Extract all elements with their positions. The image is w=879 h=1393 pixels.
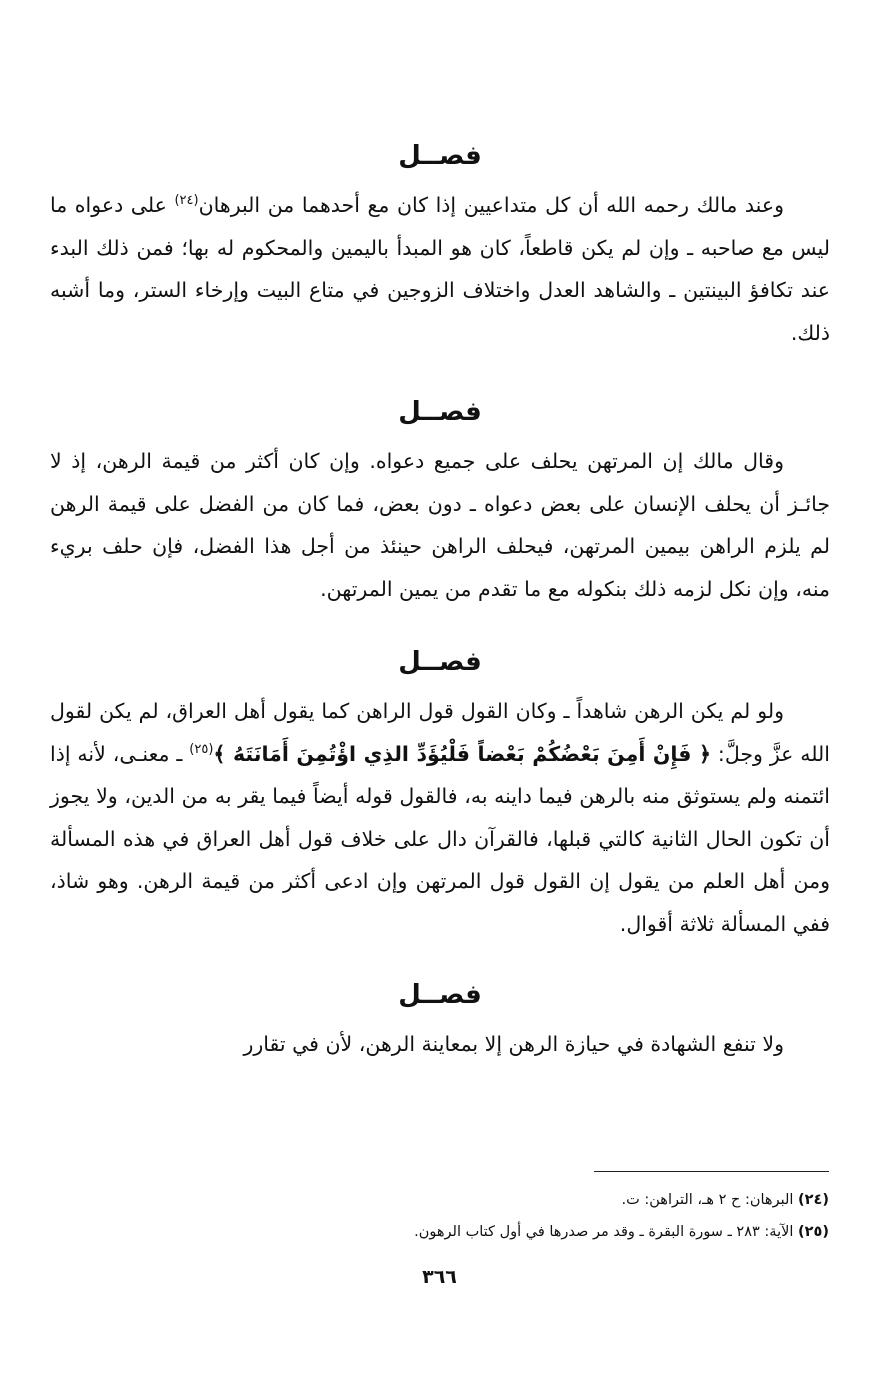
section-paragraph-2: وقال مالك إن المرتهن يحلف على جميع دعواه. وإن كان أكثر من قيمة الرهن، إذ لا جائـز أن يحلف الإنسان على بعض دعواه ـ دون بعض، فما كان من الفضل على قيمة الرهن لم يلزم الراهن بيمين المرتهن، فيحلف الراهن حينئذ من أجل هذا الفضل، فإن حلف بريء منه، وإن نكل لزمه ذلك بنكوله مع ما تقدم من يمين المرتهن. <box>50 449 830 601</box>
section-heading-1: فصــل <box>398 141 482 171</box>
paragraph-3-text-end: ـ معنـى، لأنه إذا ائتمنه ولم يستوثق منه بالرهن فيما داينه به، فالقول قوله أيضاً فيما يقر به من الدين، ولا يجوز أن تكون الحال الثانية كالتي قبلها، فالقرآن دال على خلاف قول أهل العراق في هذه المسألة ومن أهل العلم من يقول إن القول قول المرتهن وإن ادعى أكثر من قيمة الرهن. وهو شاذ، ففي المسألة ثلاثة أقوال. <box>50 741 830 936</box>
footnote-25 <box>49 1216 829 1248</box>
section-heading-4: فصــل <box>398 980 482 1010</box>
footnote-divider <box>594 1171 829 1172</box>
section-heading-3: فصــل <box>398 647 482 677</box>
section-paragraph-3 <box>50 690 830 945</box>
main-text <box>50 128 830 1066</box>
footnotes <box>49 1184 829 1248</box>
footnote-24-number: (٢٤) <box>798 1192 829 1208</box>
footnote-ref-25[interactable]: (٢٥) <box>189 741 214 757</box>
section-paragraph-1 <box>50 184 830 354</box>
footnote-24 <box>49 1184 829 1216</box>
paragraph-1-text-start: وعند مالك رحمه الله أن كل متداعيين إذا كان مع أحدهما من البرهان <box>198 193 784 217</box>
section-heading-2: فصــل <box>398 397 482 427</box>
quran-verse: ﴿ فَإِنْ أَمِنَ بَعْضُكُمْ بَعْضاً فَلْيُؤَدِّ الذِي اؤْتُمِنَ أَمَانَتَهُ ﴾ <box>213 741 712 766</box>
section-paragraph-4: ولا تنفع الشهادة في حيازة الرهن إلا بمعاينة الرهن، لأن في تقارر <box>243 1032 784 1056</box>
paragraph-1-text-end: على دعواه ما ليس مع صاحبه ـ وإن لم يكن قاطعاً، كان هو المبدأ باليمين والمحكوم له بها؛ فمن ذلك البدء عند تكافؤ البينتين ـ والشاهد العدل واختلاف الزوجين في متاع البيت وإرخاء الستر، وما أشبه ذلك. <box>50 193 830 345</box>
footnote-25-number: (٢٥) <box>798 1224 829 1240</box>
paragraph-3-text-start: ولو لم يكن الرهن شاهداً ـ وكان القول قول الراهن كما يقول أهل العراق، لم يكن لقول الله عزَّ وجلَّ: <box>50 699 831 766</box>
page-number: ٣٦٦ <box>422 1266 457 1288</box>
footnote-25-text: الآية: ٢٨٣ ـ سورة البقرة ـ وقد مر صدرها في أول كتاب الرهون. <box>414 1224 799 1240</box>
footnote-ref-24[interactable]: (٢٤) <box>174 193 199 209</box>
footnote-24-text: البرهان: ح ٢ هـ، التراهن: ت. <box>621 1192 799 1208</box>
